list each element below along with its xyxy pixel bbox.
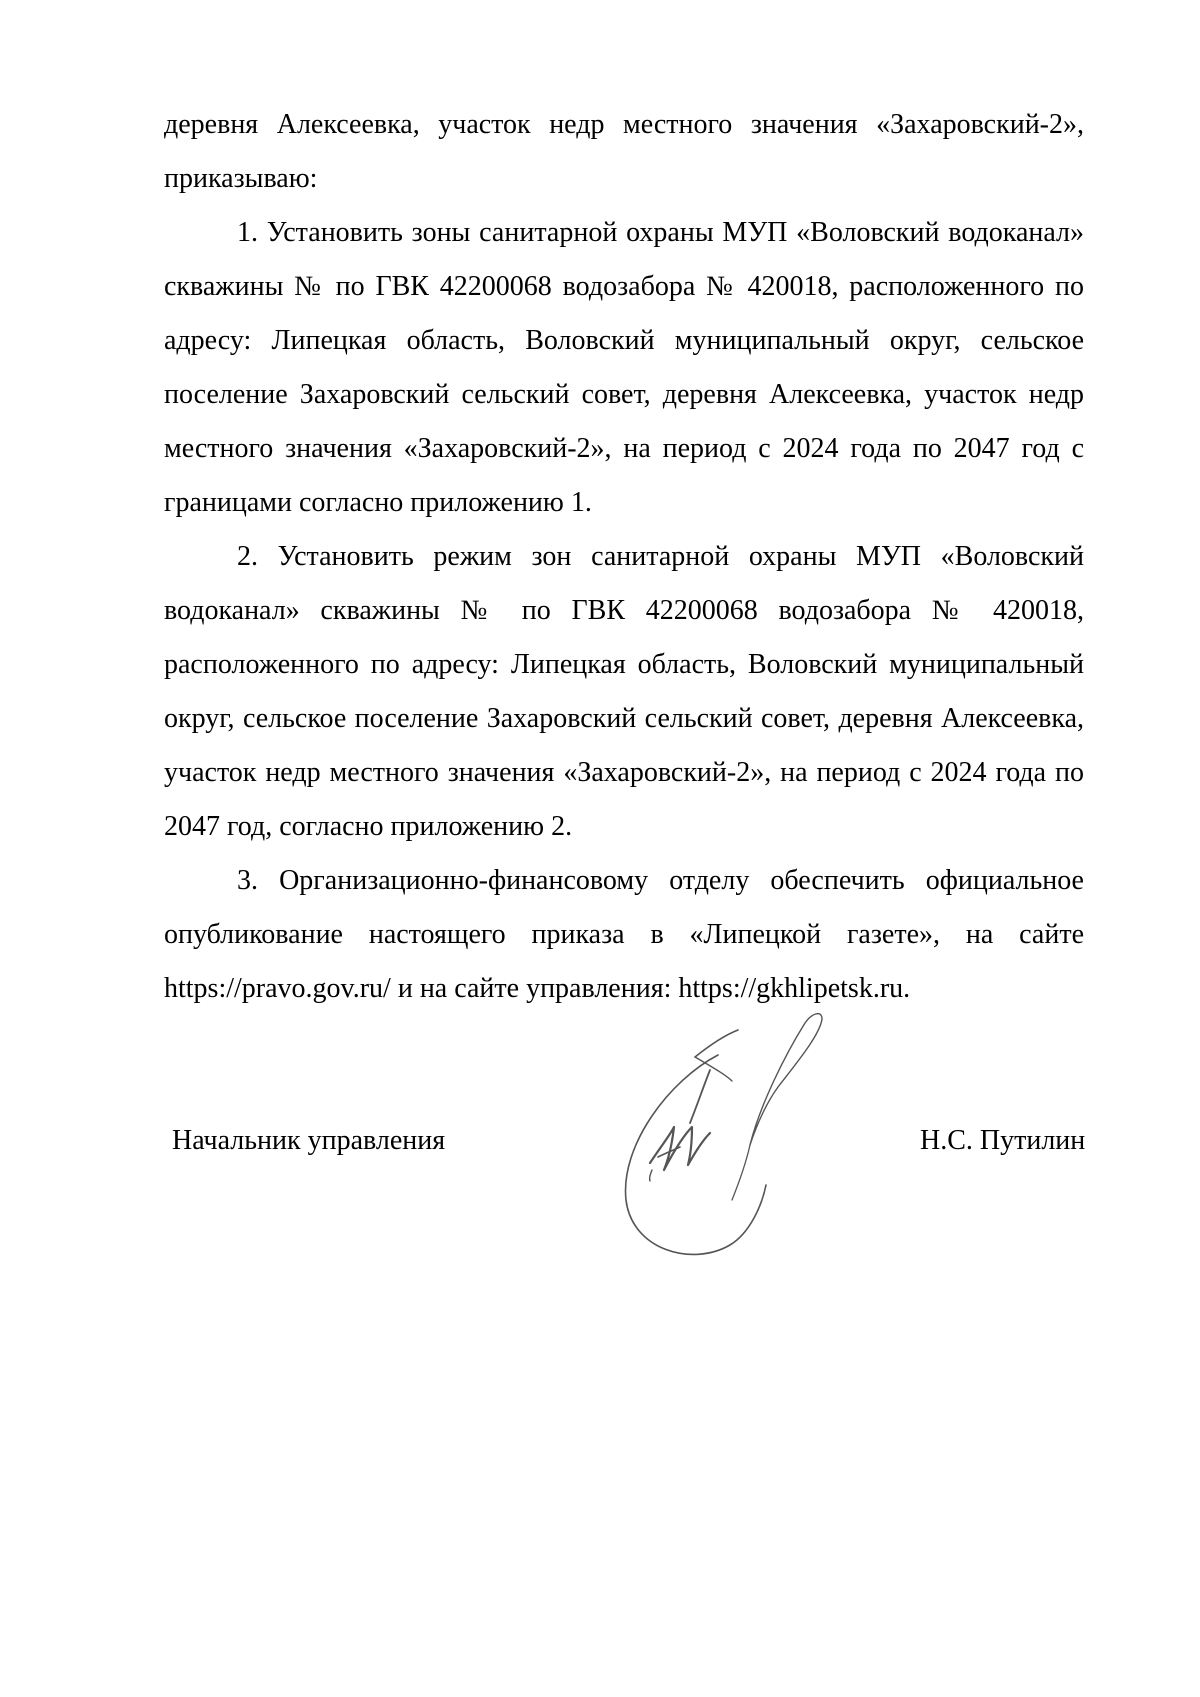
clause-2: 2. Установить режим зон санитарной охраны МУП «Воловский водоканал» скважины № по ГВК 42200068 водозабора № 420018, расположенного по адресу: Липецкая область, Воловский муниципальный округ, сельское поселение Захаровский сельский совет, деревня Алексеевка, участок недр местного значения «Захаровский-2», на период с 2024 года по 2047 год, согласно приложению 2.: [164, 541, 1084, 842]
intro-continuation-line: деревня Алексеевка, участок недр местного значения «Захаровский-2»,: [164, 109, 1084, 140]
order-verb: приказываю:: [164, 163, 318, 194]
signer-position-title: Начальник управления: [172, 1125, 446, 1156]
clause-1: 1. Установить зоны санитарной охраны МУП «Воловский водоканал» скважины № по ГВК 42200068 водозабора № 420018, расположенного по адресу: Липецкая область, Воловский муниципальный округ, сельское поселение Захаровский сельский совет, деревня Алексеевка, участок недр местного значения «Захаровский-2», на период с 2024 года по 2047 год с границами согласно приложению 1.: [164, 217, 1084, 518]
handwritten-signature: [600, 995, 880, 1275]
signer-name: Н.С. Путилин: [920, 1125, 1086, 1156]
clause-3: 3. Организационно-финансовому отделу обеспечить официальное опубликование настоящего приказа в «Липецкой газете», на сайте https://pravo.gov.ru/ и на сайте управления: https://gkhlipetsk.ru.: [164, 865, 1084, 1004]
